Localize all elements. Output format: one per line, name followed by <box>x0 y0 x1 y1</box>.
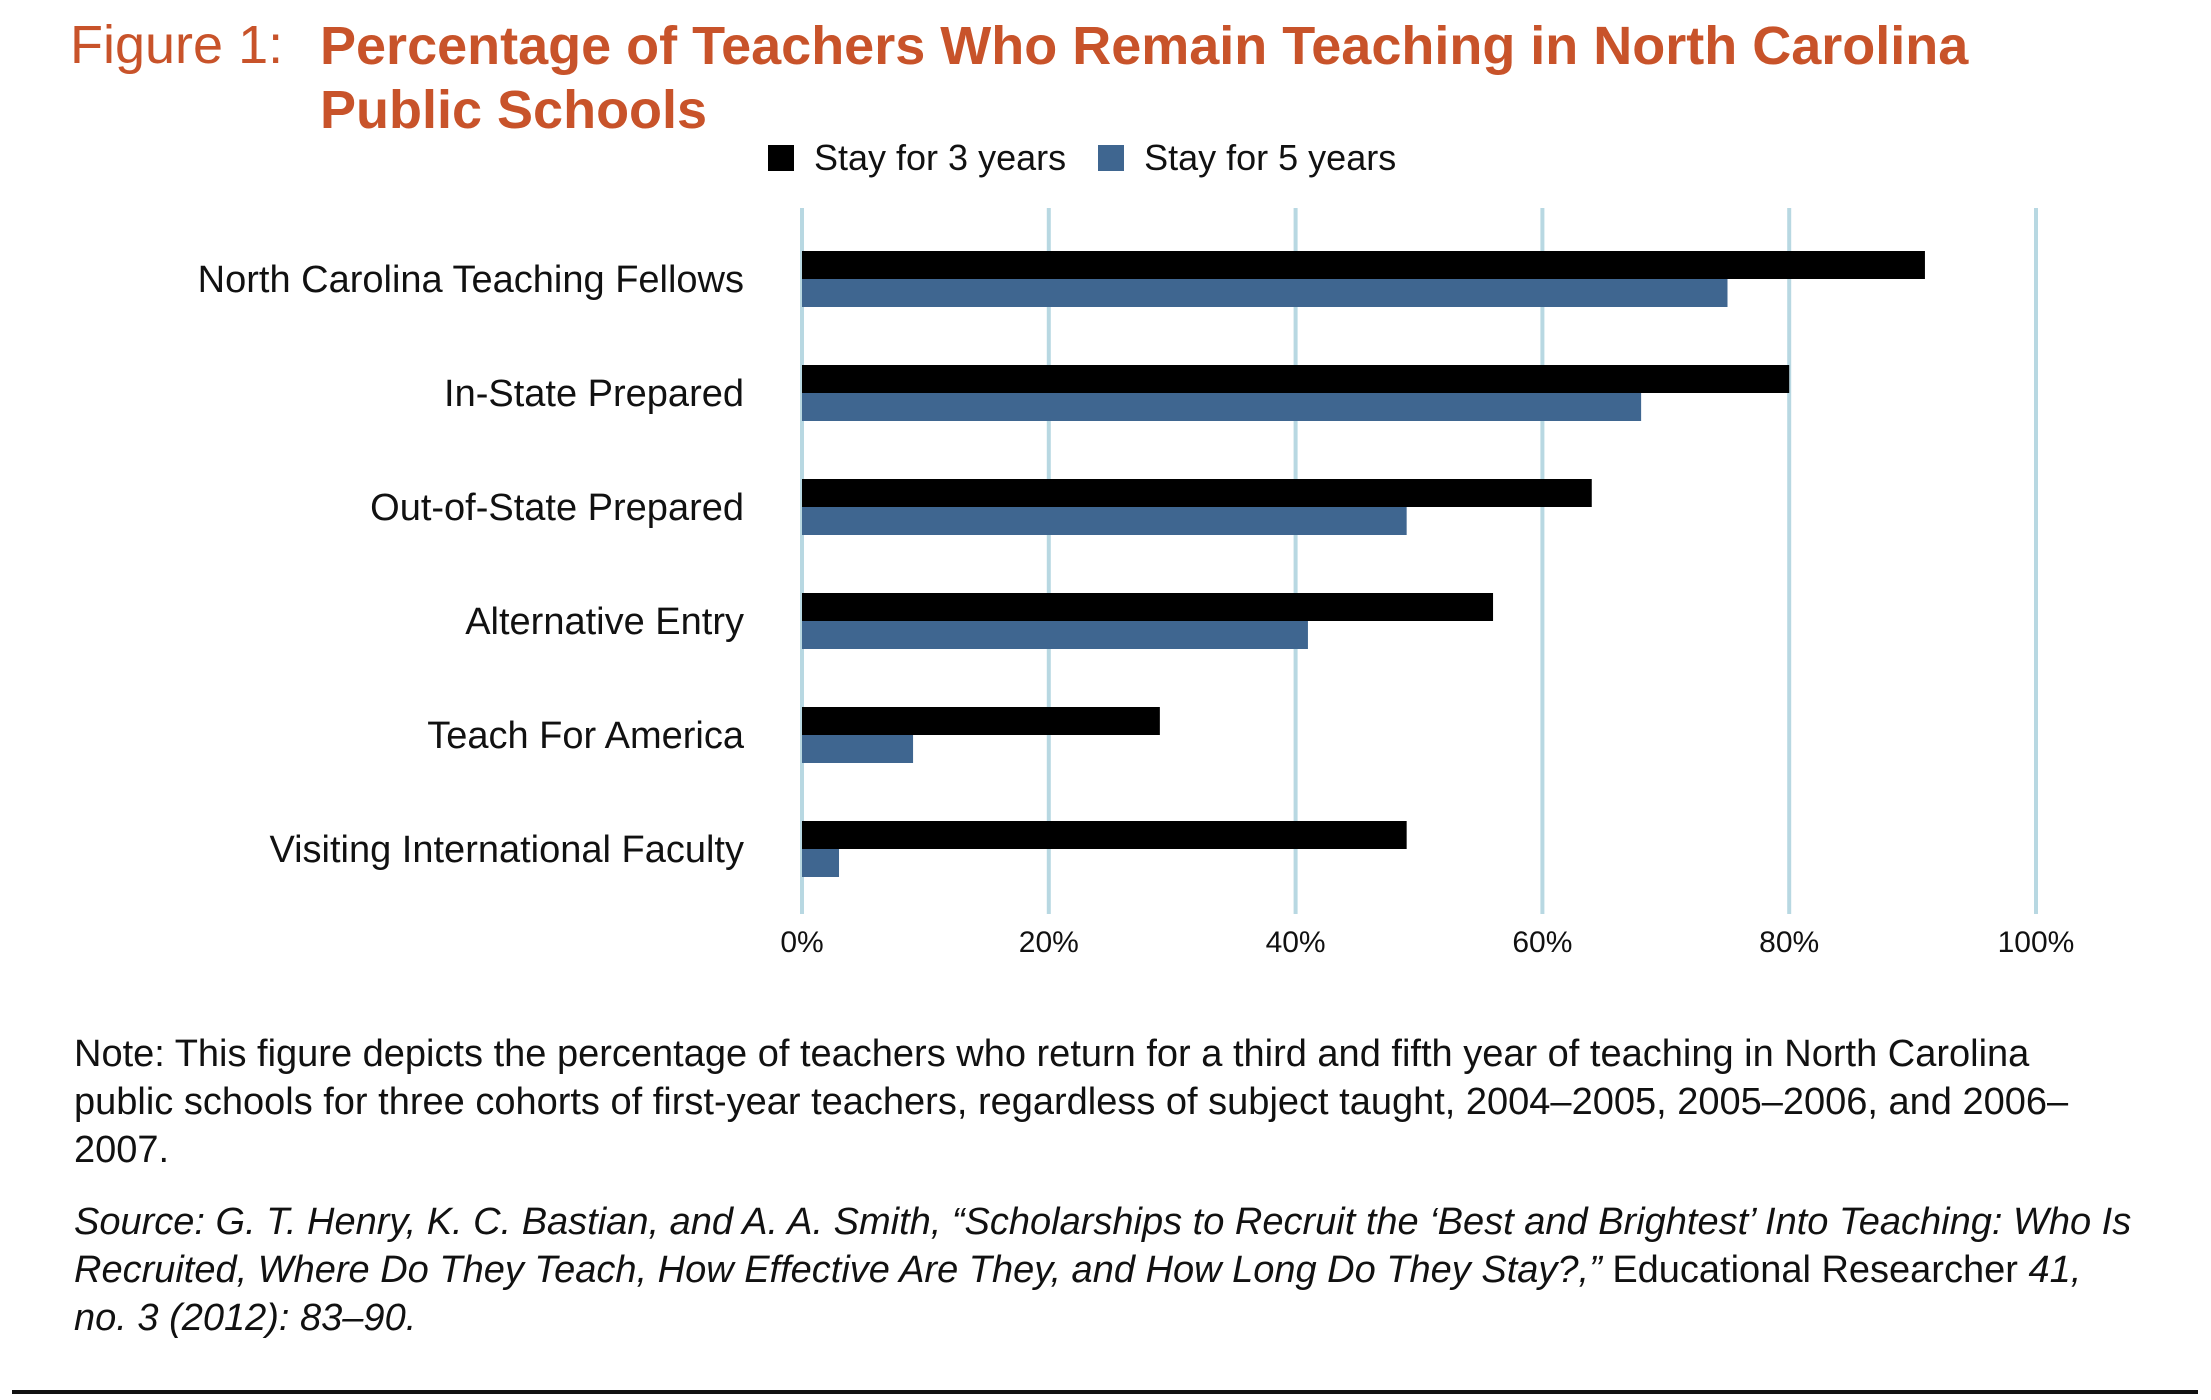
legend <box>768 136 1396 180</box>
category-label-5: Visiting International Faculty <box>269 829 744 871</box>
legend-swatch-3yr <box>768 145 794 171</box>
bar-3yr-3 <box>802 593 1493 621</box>
category-label-1: In-State Prepared <box>444 373 744 415</box>
category-label-3: Alternative Entry <box>465 601 744 643</box>
bar-5yr-0 <box>802 279 1728 307</box>
x-tick-label-3: 60% <box>1512 926 1573 959</box>
bar-5yr-2 <box>802 507 1407 535</box>
legend-item-5yr <box>1098 137 1396 179</box>
x-tick-label-5: 100% <box>1997 926 2075 959</box>
source-citation: Source: G. T. Henry, K. C. Bastian, and A. A. Smith, “Scholarships to Recruit the ‘Best and Brightest’ Into Teaching: Who Is Recruited, Where Do They Teach, How Effective Are They, and How Long Do They Stay?,” <box>74 1201 2132 1291</box>
x-tick-label-1: 20% <box>1018 926 1079 959</box>
figure-source <box>74 1198 2134 1342</box>
bar-5yr-1 <box>802 393 1641 421</box>
figure-title: Percentage of Teachers Who Remain Teaching in North Carolina Public Schools <box>320 16 1969 140</box>
bar-5yr-3 <box>802 621 1308 649</box>
category-label-4: Teach For America <box>427 715 744 757</box>
category-label-2: Out-of-State Prepared <box>370 487 744 529</box>
legend-label-5yr: Stay for 5 years <box>1144 137 1397 178</box>
bar-3yr-4 <box>802 707 1160 735</box>
x-tick-label-0: 0% <box>780 926 824 959</box>
legend-swatch-5yr <box>1098 145 1124 171</box>
category-label-0: North Carolina Teaching Fellows <box>197 259 744 301</box>
source-journal: Educational Researcher <box>1612 1249 2018 1291</box>
bar-3yr-1 <box>802 365 1789 393</box>
figure-note: Note: This figure depicts the percentage of teachers who return for a third and fifth year of teaching in North Carolina public schools for three cohorts of first-year teachers, regardless of subject taught, 2004–2005, 2005–2006, and 2006–2007. <box>74 1033 2069 1171</box>
bar-3yr-2 <box>802 479 1592 507</box>
bar-5yr-4 <box>802 735 913 763</box>
legend-label-3yr: Stay for 3 years <box>814 137 1067 178</box>
bar-3yr-5 <box>802 821 1407 849</box>
source-volume: 41, no. 3 (2012): 83–90. <box>74 1249 2082 1339</box>
bar-5yr-5 <box>802 849 839 877</box>
figure-label: Figure 1: <box>70 15 284 75</box>
legend-item-3yr <box>768 137 1066 179</box>
bar-chart <box>0 190 2211 980</box>
bottom-rule <box>12 1390 2198 1394</box>
x-tick-label-2: 40% <box>1265 926 1326 959</box>
x-tick-label-4: 80% <box>1759 926 1820 959</box>
bar-3yr-0 <box>802 251 1925 279</box>
